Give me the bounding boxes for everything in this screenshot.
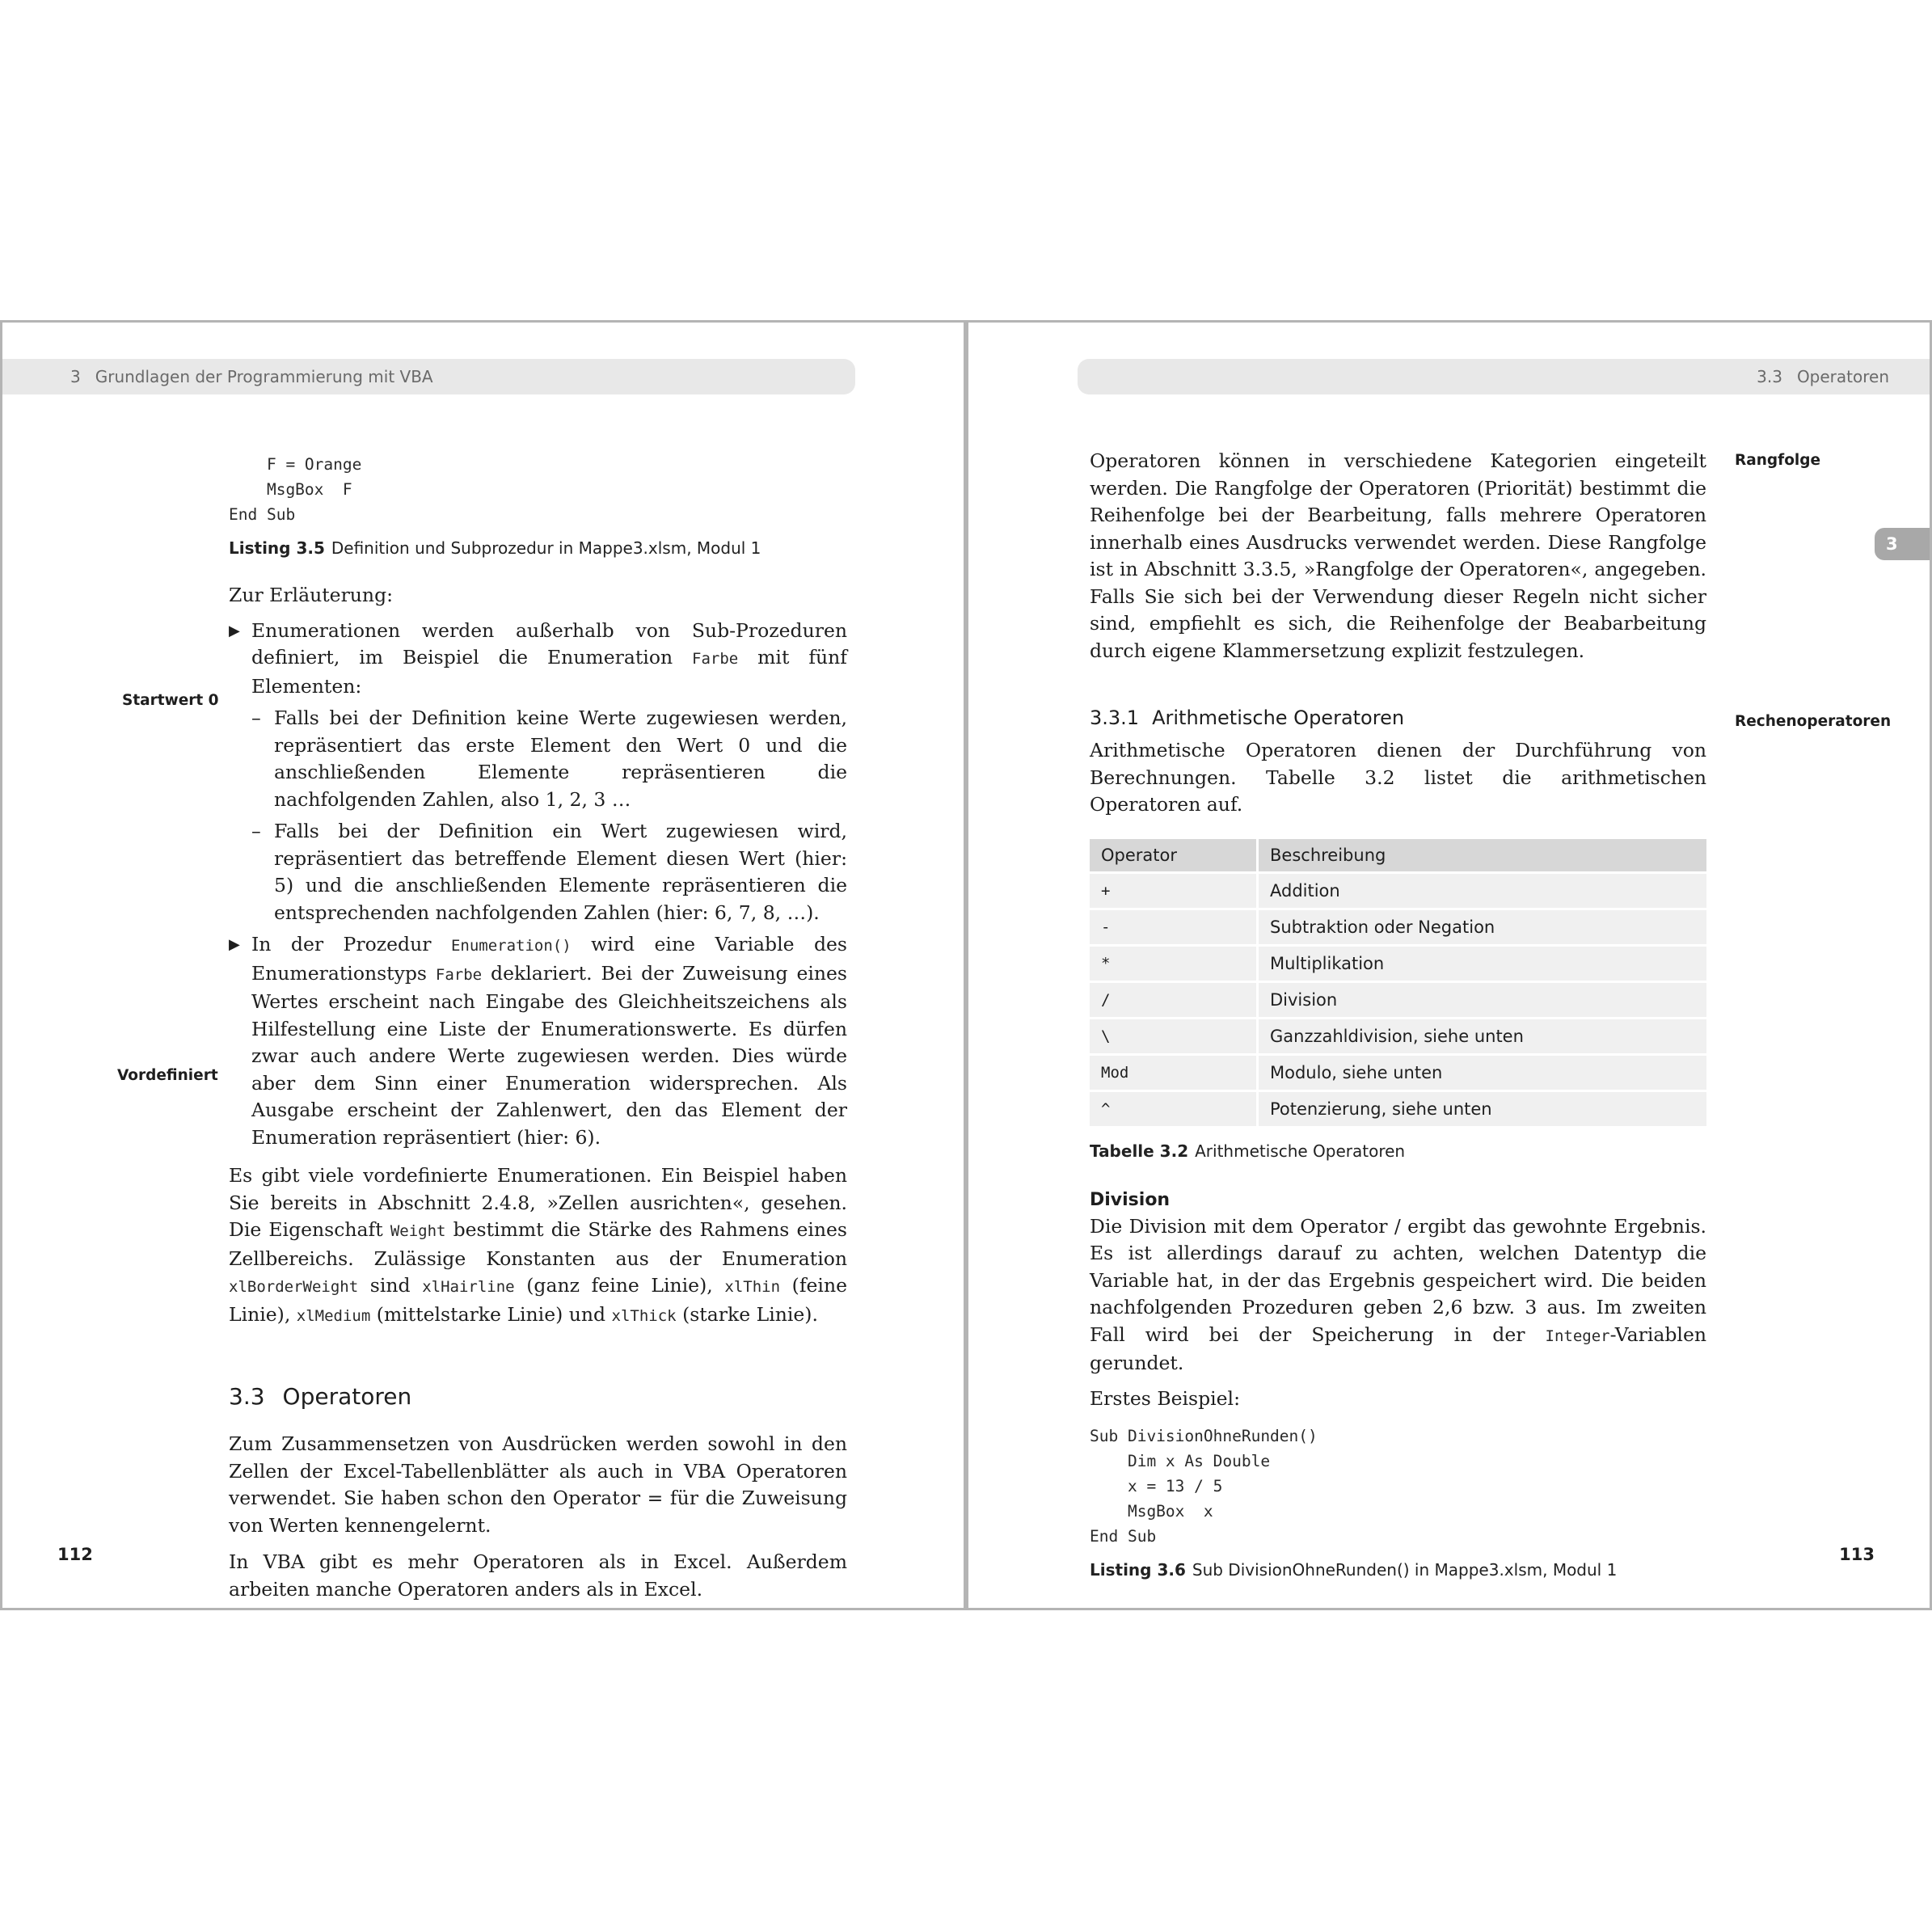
- table-row: [1090, 1019, 1706, 1053]
- running-header-right: [1078, 359, 1930, 394]
- table-row: [1090, 983, 1706, 1017]
- table-cell-operator: +: [1090, 874, 1259, 908]
- code-line: MsgBox x: [1090, 1502, 1213, 1521]
- operators-table: [1090, 837, 1706, 1128]
- table-cell-operator: /: [1090, 983, 1259, 1017]
- code-line: Dim x As Double: [1090, 1452, 1271, 1470]
- text: sind: [358, 1274, 423, 1297]
- header-chapter-number: 3: [70, 367, 81, 386]
- para-arithmetische: Arithmetische Operatoren dienen der Durchführung von Berechnungen. Tabelle 3.2 listet die arithmetischen Operatoren auf.: [1090, 739, 1706, 816]
- section-title: Operatoren: [282, 1383, 412, 1410]
- code-line: End Sub: [229, 505, 296, 524]
- section-heading-operatoren: [229, 1383, 847, 1410]
- code-farbe: Farbe: [692, 650, 739, 668]
- heading-division: Division: [1090, 1189, 1171, 1210]
- text: Enumerationen werden außerhalb von Sub-Prozeduren definiert, im Beispiel die Enumeration: [251, 618, 847, 669]
- listing-label: Listing 3.5: [229, 538, 325, 558]
- listing-label: Listing 3.6: [1090, 1560, 1186, 1580]
- text: (ganz feine Linie),: [514, 1274, 725, 1297]
- table-row: [1090, 1056, 1706, 1090]
- dash-marker: –: [251, 707, 261, 729]
- text: In der Prozedur: [251, 933, 451, 955]
- text: (feine Linie),: [229, 1274, 847, 1326]
- text: Falls bei der Definition ein Wert zugewiesen wird, repräsentiert das betreffende Element diesen Wert (hier: 5) und die anschließenden Elemente repräsentieren die entsprechenden nachfolgenden Zahlen (hier: 6, 7, 8, …).: [274, 820, 847, 924]
- table-row: [1090, 910, 1706, 944]
- page-number-left: 112: [57, 1545, 93, 1564]
- bullet-prozedur: [229, 931, 847, 1151]
- column-header-operator: Operator: [1090, 839, 1259, 871]
- table-cell-operator: *: [1090, 947, 1259, 981]
- para-zusammensetzen: Zum Zusammensetzen von Ausdrücken werden sowohl in den Zellen der Excel-Tabellenblätter als auch in VBA Operatoren verwendet. Sie haben schon den Operator = für die Zuweisung von Werten kennengelernt.: [229, 1432, 847, 1537]
- margin-note-vordefiniert: Vordefiniert: [117, 1067, 218, 1084]
- code-line: F = Orange: [229, 455, 362, 474]
- text: Die Division mit dem Operator / ergibt das gewohnte Ergebnis. Es ist allerdings darauf zu achten, welchen Datentyp die Variable hat, in der das Ergebnis gespeichert wird. Die beiden nachfolgenden Prozeduren geben 2,6 bzw. 3 aus. Im zweiten Fall wird bei der Speicherung in der: [1090, 1214, 1706, 1346]
- code-xlhairline: xlHairline: [422, 1278, 515, 1296]
- table-cell-description: Addition: [1259, 874, 1706, 908]
- margin-note-rangfolge: Rangfolge: [1735, 452, 1821, 469]
- para-vordefiniert: [229, 1162, 847, 1330]
- margin-note-startwert: Startwert 0: [122, 692, 219, 709]
- column-header-beschreibung: Beschreibung: [1259, 839, 1706, 871]
- text: deklariert. Bei der Zuweisung eines Wertes erscheint nach Eingabe des Gleichheitszeichens als Hilfestellung eine Liste der Enumerationswerte. Es dürfen zwar auch andere Werte zugewiesen werden. Dies würde aber dem Sinn einer Enumeration widersprechen. Als Ausgabe erscheint der Zahlenwert, den das Element der Enumeration repräsentiert (hier: 6).: [251, 961, 847, 1149]
- margin-note-rechenoperatoren: Rechenoperatoren: [1735, 713, 1892, 730]
- left-page: [0, 320, 966, 1610]
- left-content: [229, 452, 847, 1603]
- subsection-heading-arithmetische: [1090, 707, 1706, 729]
- table-cell-operator: Mod: [1090, 1056, 1259, 1090]
- page-number-right: 113: [1839, 1545, 1875, 1564]
- bullet-triangle-icon: ▶: [229, 936, 240, 953]
- table-header-row: [1090, 839, 1706, 871]
- text: (starke Linie).: [676, 1302, 818, 1326]
- code-enumeration: Enumeration(): [450, 937, 572, 955]
- code-line: x = 13 / 5: [1090, 1477, 1223, 1495]
- bullet-triangle-icon: ▶: [229, 622, 240, 639]
- text: mit fünf Elementen:: [251, 646, 847, 698]
- table-row: [1090, 1092, 1706, 1126]
- dash-item-wert: [229, 818, 847, 926]
- table-cell-operator: \: [1090, 1019, 1259, 1053]
- table-row: [1090, 874, 1706, 908]
- code-integer: Integer: [1545, 1327, 1610, 1345]
- header-section-title: Operatoren: [1796, 367, 1889, 386]
- table-caption-label: Tabelle 3.2: [1090, 1141, 1189, 1161]
- listing-caption-35: [229, 537, 847, 559]
- section-number: 3.3: [229, 1383, 265, 1410]
- table-cell-operator: ^: [1090, 1092, 1259, 1126]
- header-section-number: 3.3: [1757, 367, 1782, 386]
- table-cell-description: Potenzierung, siehe unten: [1259, 1092, 1706, 1126]
- code-line: Sub DivisionOhneRunden(): [1090, 1427, 1318, 1445]
- text: -Variablen gerundet.: [1090, 1322, 1706, 1374]
- table-cell-description: Division: [1259, 983, 1706, 1017]
- code-listing-top: [229, 452, 847, 527]
- right-page: [966, 320, 1932, 1610]
- code-weight: Weight: [390, 1222, 446, 1240]
- running-header-left: [2, 359, 855, 394]
- dash-marker: –: [251, 820, 261, 842]
- table-cell-description: Subtraktion oder Negation: [1259, 910, 1706, 944]
- header-chapter-title: Grundlagen der Programmierung mit VBA: [95, 367, 433, 386]
- para-vba-operatoren: In VBA gibt es mehr Operatoren als in Excel. Außerdem arbeiten manche Operatoren anders als in Excel.: [229, 1550, 847, 1601]
- table-caption-32: [1090, 1140, 1706, 1162]
- subsection-title: Arithmetische Operatoren: [1152, 707, 1405, 729]
- para-kategorien: Operatoren können in verschiedene Kategorien eingeteilt werden. Die Rangfolge der Operatoren (Priorität) bestimmt die Reihenfolge bei der Bearbeitung, falls mehrere Operatoren innerhalb eines Ausdrucks verwendet werden. Diese Rangfolge ist in Abschnitt 3.3.5, »Rangfolge der Operatoren«, angegeben. Falls Sie sich bei der Verwendung dieser Regeln nicht sicher sind, empfiehlt es sich, die Reihenfolge der Beabarbeitung durch eigene Klammersetzung explizit festzulegen.: [1090, 449, 1706, 662]
- dash-item-startwert: [229, 705, 847, 813]
- listing-text: Definition und Subprozedur in Mappe3.xlsm, Modul 1: [331, 538, 761, 558]
- text: Es gibt viele vordefinierte Enumerationen. Ein Beispiel haben Sie bereits in Abschnitt 2.4.8, »Zellen ausrichten«, gesehen. Die Eigenschaft: [229, 1164, 847, 1241]
- text: bestimmt die Stärke des Rahmens eines Zellbereichs. Zulässige Konstanten aus der Enumeration: [229, 1218, 847, 1270]
- table-cell-description: Multiplikation: [1259, 947, 1706, 981]
- code-listing-division: [1090, 1424, 1706, 1549]
- table-cell-operator: -: [1090, 910, 1259, 944]
- code-xlmedium: xlMedium: [296, 1306, 371, 1325]
- bullet-enumerations: [229, 618, 847, 701]
- code-xlthick: xlThick: [611, 1306, 677, 1325]
- text: Falls bei der Definition keine Werte zugewiesen werden, repräsentiert das erste Element den Wert 0 und die anschließenden Elemente repräsentieren die nachfolgenden Zahlen, also 1, 2, 3 …: [274, 707, 847, 811]
- text: (mittelstarke Linie) und: [370, 1302, 612, 1326]
- table-cell-description: Modulo, siehe unten: [1259, 1056, 1706, 1090]
- code-farbe: Farbe: [435, 965, 483, 984]
- right-content: [1090, 448, 1706, 1581]
- table-row: [1090, 947, 1706, 981]
- chapter-thumb-tab: 3: [1875, 528, 1930, 560]
- listing-caption-36: [1090, 1559, 1706, 1581]
- intro-text: Zur Erläuterung:: [229, 584, 394, 606]
- para-division: [1090, 1213, 1706, 1377]
- listing-text: Sub DivisionOhneRunden() in Mappe3.xlsm, Modul 1: [1192, 1560, 1618, 1580]
- table-cell-description: Ganzzahldivision, siehe unten: [1259, 1019, 1706, 1053]
- table-caption-text: Arithmetische Operatoren: [1195, 1141, 1406, 1161]
- text-erstes-beispiel: Erstes Beispiel:: [1090, 1386, 1240, 1410]
- code-line: End Sub: [1090, 1527, 1157, 1546]
- subsection-number: 3.3.1: [1090, 707, 1140, 729]
- code-line: MsgBox F: [229, 480, 352, 499]
- text: wird eine Variable des Enumerationstyps: [251, 933, 847, 985]
- code-xlborderweight: xlBorderWeight: [229, 1278, 359, 1296]
- code-xlthin: xlThin: [724, 1278, 781, 1296]
